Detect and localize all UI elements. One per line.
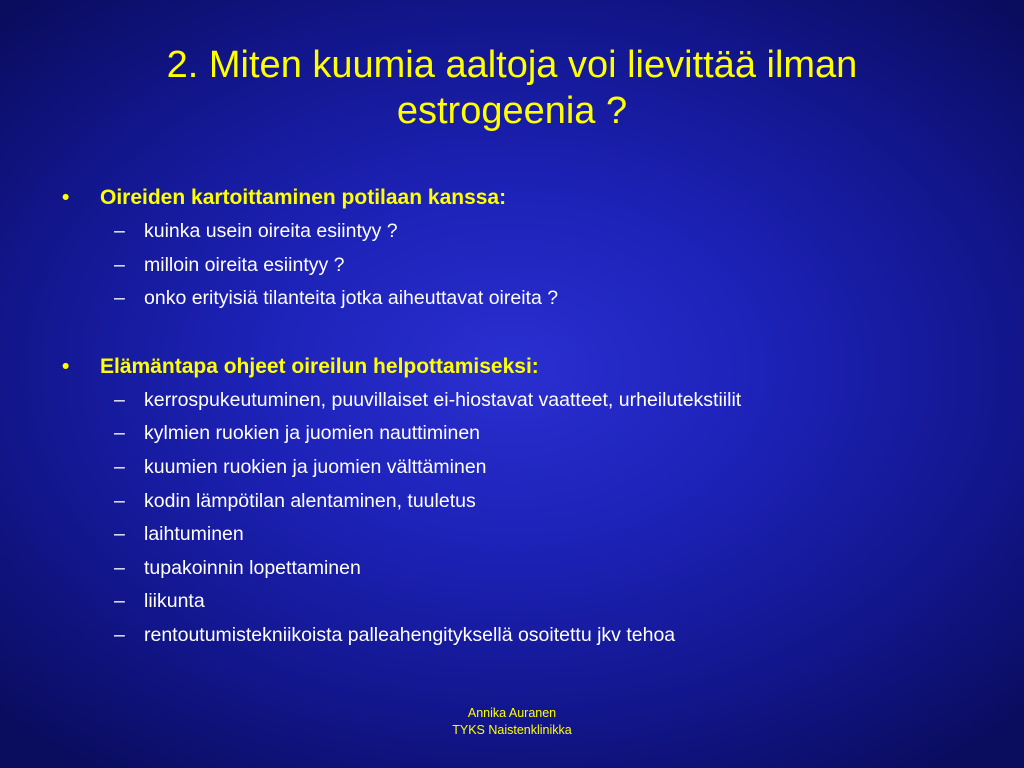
slide-title [60,42,964,134]
slide-content [56,181,976,653]
dash-icon: – [114,455,125,478]
list-item-text: kerrospukeutuminen, puuvillaiset ei-hiostavat vaatteet, urheilutekstiilit [144,388,742,411]
list-item [56,282,976,316]
list-item-text: kylmien ruokien ja juomien nauttiminen [144,422,481,445]
section-heading-text: Elämäntapa ohjeet oireilun helpottamiseksi: [100,354,539,378]
dash-icon: – [114,388,125,411]
footer-institution: TYKS Naistenklinikka [452,723,572,737]
section-gap [56,316,976,350]
list-item [56,215,976,249]
dash-icon: – [114,220,125,242]
list-item [56,384,976,418]
list-item-text: onko erityisiä tilanteita jotka aiheuttavat oireita ? [144,287,559,310]
list-item-text: kuinka usein oireita esiintyy ? [144,220,398,242]
list-item [56,249,976,283]
list-item-text: kodin lämpötilan alentaminen, tuuletus [144,489,476,512]
list-item [56,518,976,552]
dash-icon: – [114,623,125,646]
dash-icon: – [114,523,125,546]
sub-list-lifestyle [56,384,976,653]
dash-icon: – [114,489,125,512]
list-item [56,451,976,485]
bullet-icon: • [62,354,70,378]
list-item [56,619,976,653]
dash-icon: – [114,253,125,276]
slide-footer [0,705,1024,739]
list-item-text: laihtuminen [144,523,244,546]
list-item [56,417,976,451]
section-heading-text: Oireiden kartoittaminen potilaan kanssa: [100,186,507,209]
dash-icon: – [114,556,125,579]
section-heading-symptom-mapping [56,181,976,215]
list-item-text: liikunta [144,590,205,613]
dash-icon: – [114,287,125,310]
title-line-2: estrogeenia ? [396,90,628,132]
list-item-text: tupakoinnin lopettaminen [144,556,361,579]
dash-icon: – [114,422,125,445]
footer-author: Annika Auranen [467,706,557,720]
dash-icon: – [114,590,125,613]
section-heading-lifestyle [56,350,976,384]
list-item-text: kuumien ruokien ja juomien välttäminen [144,455,487,478]
list-item-text: milloin oireita esiintyy ? [144,253,345,276]
title-line-1: 2. Miten kuumia aaltoja voi lievittää ilman [166,44,858,86]
sub-list-symptom-mapping [56,215,976,316]
list-item [56,552,976,586]
list-item-text: rentoutumistekniikoista palleahengityksellä osoitettu jkv tehoa [144,623,676,646]
list-item [56,485,976,519]
list-item [56,585,976,619]
bullet-icon: • [62,186,70,209]
